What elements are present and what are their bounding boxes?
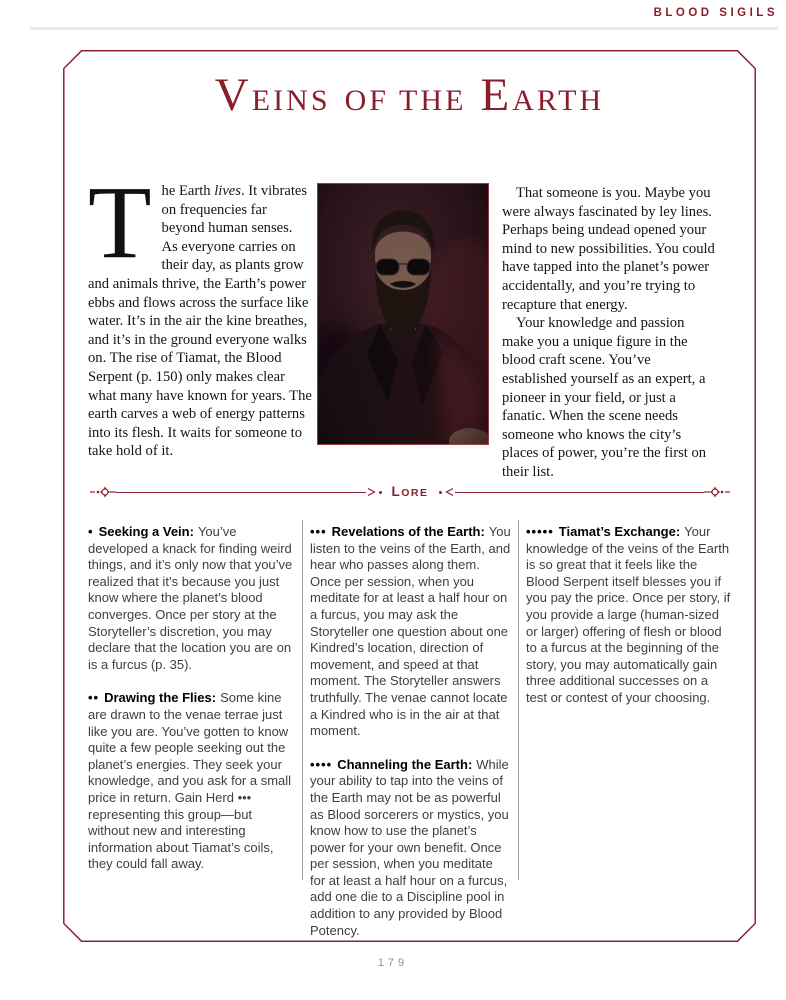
lore-entry-body: While your ability to tap into the veins of the Earth may not be as powerful as Blood sorcerers or mystics, you know how to use the planet’s power for your own benefit. Once per session, when you meditate for at least a half hour on a furcus, add one die to a Discipline pool in addition to any provided by Blood Potency. (310, 756, 509, 938)
portrait-illustration (317, 183, 489, 445)
arrow-right-icon (366, 487, 376, 497)
arrow-left-icon (445, 487, 455, 497)
intro-paragraph-4: Your knowledge and passion make you a unique figure in the blood craft scene. You’ve established yourself as an expert, a pioneer in your field, or just a fanatic. When the scene needs someone who knows the city’s places of power, you’re the first on their list. (502, 315, 707, 480)
dot-rating-icon: ••••• (526, 524, 554, 539)
header-rule (30, 27, 778, 30)
page-title (63, 69, 756, 121)
intro-paragraph-3: That someone is you. Maybe you were always fascinated by ley lines. Perhaps being undead opened your mind to new possibilities. You could have tapped into the planet’s power accidentally, and you’re trying to recapture that energy. (502, 185, 715, 313)
title-initial-v: V (214, 69, 252, 121)
lore-entry-title: Revelations of the Earth: (331, 524, 485, 539)
intro-left-column (88, 165, 313, 461)
lore-entry-tiamats-exchange (526, 524, 732, 707)
lore-section-label (392, 483, 429, 501)
lore-entry-channeling-the-earth (310, 757, 511, 940)
divider-rule-left (116, 492, 366, 493)
title-initial-e: E (480, 69, 513, 121)
column-separator-1 (302, 520, 303, 880)
lore-entry-title: Channeling the Earth: (337, 756, 473, 772)
divider-dot-right (439, 491, 442, 494)
lore-entry-title: Tiamat’s Exchange: (558, 524, 681, 539)
lore-entry-body: You listen to the veins of the Earth, and hear who passes along them. Once per session, when you meditate for at least a half hour on a furcus, you may ask the Storyteller one question about one Kindred’s location, direction of movement, and speed at that moment. The Storyteller answers truthfully. The venae cannot locate a Kindred who is in the air at that moment. (310, 524, 511, 739)
lore-entry-body: Your knowledge of the veins of the Earth is so great that it feels like the Blood Serpent itself blesses you if you pay the price. Once per story, if you provide a large (human-sized or larger) offering of flesh or blood to a furcus at the beginning of the story, you may automatically gain three additional successes on a test or contest of your choosing. (526, 524, 731, 705)
running-head: BLOOD SIGILS (653, 7, 778, 19)
page-number: 179 (377, 957, 409, 969)
dropcap-letter: T (88, 165, 152, 280)
lore-entry-title: Drawing the Flies: (104, 690, 217, 706)
dot-rating-icon: • (88, 524, 94, 539)
dot-rating-icon: •••• (310, 756, 333, 772)
dot-rating-icon: •• (88, 690, 100, 706)
bearded-man-sunglasses-image (318, 184, 488, 444)
lore-section-divider (90, 484, 730, 500)
intro-p1-text: he Earth (161, 183, 215, 199)
lore-entry-body: Some kine are drawn to the venae terrae just like you are. You’ve gotten to know quite a few people seeking out the planet’s energies. They seek your knowledge, and you ask for a small price in return. Gain Herd ••• representing this group—but without new and interesting information about Tiamat’s coils, they could fall away. (88, 690, 292, 872)
title-of-the: OF THE (344, 84, 467, 117)
intro-p1-text-end: . It vibrates on frequencies far beyond human senses. (161, 183, 308, 237)
dot-rating-icon: ••• (310, 524, 327, 539)
divider-end-ornament-left-icon (90, 486, 116, 498)
column-separator-2 (518, 520, 519, 880)
lore-label-initial: L (391, 484, 402, 499)
title-rest-arth: ARTH (512, 84, 605, 117)
divider-end-ornament-right-icon (704, 486, 730, 498)
intro-paragraph-2: As everyone carries on their day, as plants grow and animals thrive, the Earth’s power ebbs and flows across the surface like water. It’s in the air the kine breathes, and it’s in the ground everyone walks on. The rise of Tiamat, the Blood Serpent (p. 150) only makes clear what many have known for years. The earth carves a web of energy patterns into its flesh. It waits for someone to take hold of it. (88, 238, 312, 460)
lore-entry-body: You’ve developed a knack for finding weird things, and it’s only now that you’ve realized that it’s because you just know where the planet’s blood converges. Once per story at the Storyteller’s discretion, you may declare that the location you are on is a furcus (p. 35). (88, 524, 293, 672)
lore-entry-seeking-a-vein (88, 524, 296, 673)
lore-column-2 (310, 524, 511, 956)
intro-right-column (502, 184, 716, 482)
divider-dot-left (379, 491, 382, 494)
lore-label-rest: ORE (401, 487, 429, 499)
lore-entry-revelations-of-the-earth (310, 524, 511, 740)
divider-rule-right (455, 492, 705, 493)
lore-entry-drawing-the-flies (88, 690, 296, 873)
lore-column-3 (526, 524, 732, 724)
lore-entry-title: Seeking a Vein: (98, 524, 194, 539)
intro-p1-italic: lives (214, 183, 241, 199)
lore-column-1 (88, 524, 296, 890)
title-rest-eins: EINS (251, 84, 331, 117)
